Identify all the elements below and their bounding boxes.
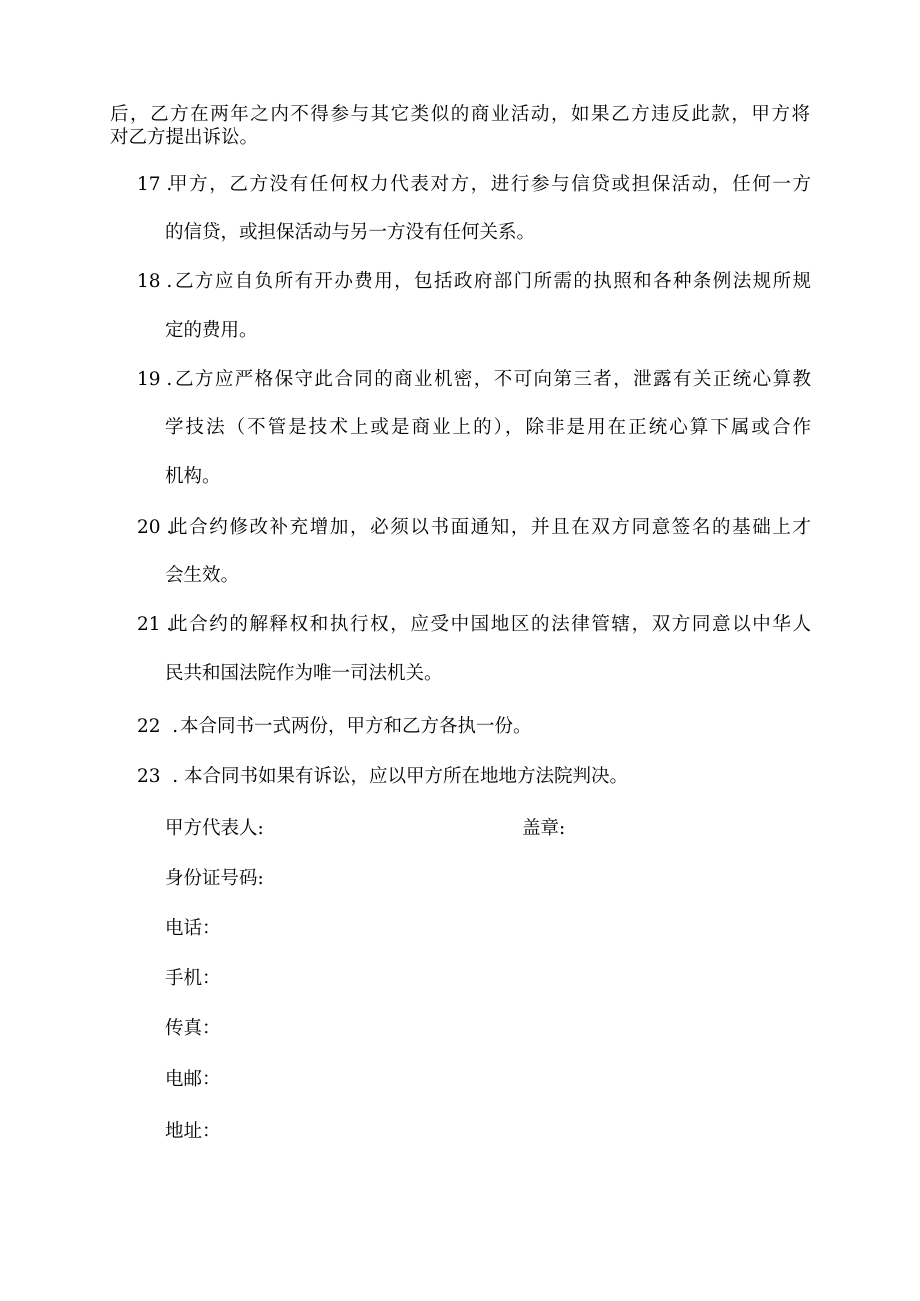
clause-17-line-1: 甲方，乙方没有任何权力代表对方，进行参与信贷或担保活动，任何一方	[169, 174, 811, 195]
mobile-label: 手机：	[165, 968, 221, 989]
clause-number: 18	[137, 271, 161, 292]
clause-number: 22	[137, 716, 161, 737]
continuation-line-2: 对乙方提出诉讼。	[110, 127, 259, 148]
clause-21-line-1: 此合约的解释权和执行权，应受中国地区的法律管辖，双方同意以中华人	[169, 614, 811, 635]
seal-label: 盖章:	[522, 818, 566, 839]
clause-22: 22 .	[137, 716, 179, 737]
clause-19-line-2: 学技法（不管是技术上或是商业上的），除非是用在正统心算下属或合作	[165, 417, 811, 438]
clause-21: 21 .	[137, 614, 173, 635]
clause-number: 21	[137, 614, 161, 635]
clause-23-line-1: 本合同书如果有诉讼，应以甲方所在地地方法院判决。	[184, 766, 629, 787]
clause-20-line-2: 会生效。	[165, 565, 240, 586]
clause-20: 20 .	[137, 517, 173, 538]
clause-19-line-1: 乙方应严格保守此合同的商业机密，不可向第三者，泄露有关正统心算教	[175, 369, 811, 390]
clause-17: 17 .	[137, 174, 173, 195]
id-number-label: 身份证号码:	[165, 868, 264, 889]
clause-18-line-1: 乙方应自负所有开办费用，包括政府部门所需的执照和各种条例法规所规	[175, 271, 811, 292]
clause-number: 23	[137, 766, 161, 787]
clause-17-line-2: 的信贷，或担保活动与另一方没有任何关系。	[165, 222, 536, 243]
clause-23: 23 .	[137, 766, 179, 787]
fax-label: 传真：	[165, 1018, 221, 1039]
clause-19: 19 .	[137, 369, 173, 390]
address-label: 地址：	[165, 1121, 221, 1142]
clause-20-line-1: 此合约修改补充增加，必须以书面通知，并且在双方同意签名的基础上才	[169, 517, 811, 538]
clause-21-line-2: 民共和国法院作为唯一司法机关。	[165, 663, 443, 684]
email-label: 电邮：	[165, 1069, 221, 1090]
clause-number: 19	[137, 369, 161, 390]
clause-19-line-3: 机构。	[165, 466, 221, 487]
phone-label: 电话：	[165, 918, 221, 939]
representative-label: 甲方代表人:	[165, 818, 264, 839]
clause-22-line-1: 本合同书一式两份，甲方和乙方各执一份。	[180, 716, 532, 737]
continuation-line-1: 后，乙方在两年之内不得参与其它类似的商业活动，如果乙方违反此款，甲方将	[110, 104, 810, 125]
clause-18-line-2: 定的费用。	[165, 320, 258, 341]
clause-18: 18 .	[137, 271, 173, 292]
clause-number: 20	[137, 517, 161, 538]
clause-number: 17	[137, 174, 161, 195]
